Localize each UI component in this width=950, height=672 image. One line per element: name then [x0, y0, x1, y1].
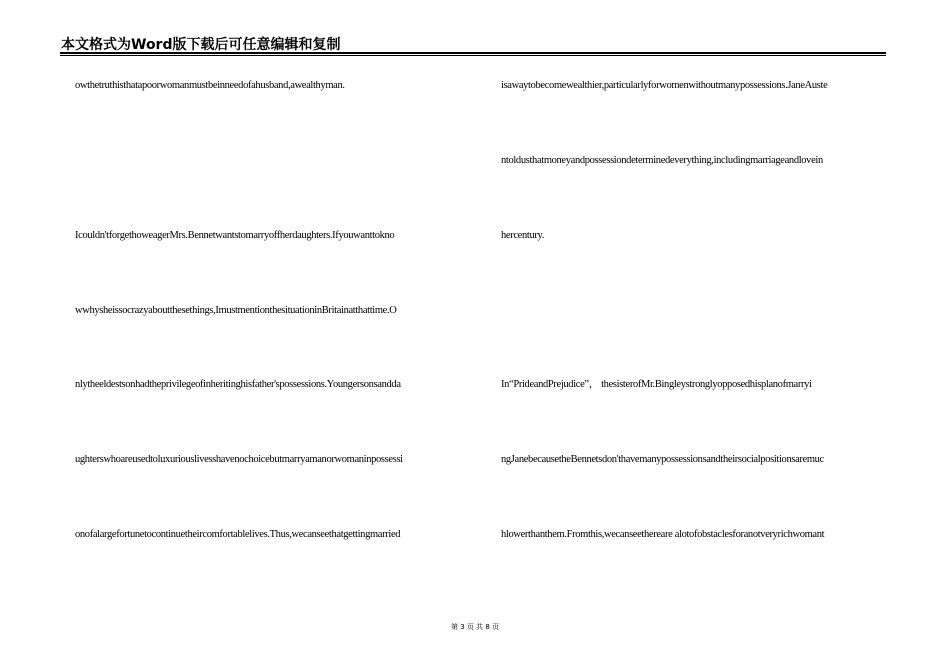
right-text-line-2: ntoldusthatmoneyandpossessiondeterminedeverything,includingmarriageandlovein — [501, 155, 823, 166]
header-divider-thin — [60, 55, 886, 56]
right-text-line-6: hlowerthanthem.Fromthis,wecanseethereare alotofobstaclesforanotveryrichwomant — [501, 529, 825, 540]
left-text-line-4: nlytheeldestsonhadtheprivilegeofinheritinghisfather'spossessions.Youngersonsandda — [75, 379, 401, 390]
right-text-line-3: hercentury. — [501, 230, 544, 241]
document-header-title: 本文格式为Word版下载后可任意编辑和复制 — [61, 37, 341, 53]
header-divider-thick — [60, 52, 886, 54]
left-text-line-3: wwhysheissocrazyaboutthesethings,ImustmentionthesituationinBritainatthattime.O — [75, 305, 397, 316]
left-text-line-1: owthetruthisthatapoorwomanmustbeinneedofahusband,awealthyman. — [75, 80, 345, 91]
right-text-line-1: isawaytobecomewealthier,particularlyforwomenwithoutmanypossessions.JaneAuste — [501, 80, 828, 91]
left-text-line-2: Icouldn'tforgethoweagerMrs.Bennetwantstomarryoffherdaughters.Ifyouwanttokno — [75, 230, 395, 241]
page-number-footer: 第 3 页 共 8 页 — [450, 623, 500, 631]
right-text-line-5: ngJanebecausetheBennetsdon'thavemanypossessionsandtheirsocialpositionsaremuc — [501, 454, 824, 465]
left-text-line-5: ughterswhoareusedtoluxuriouslivesshavenochoicebutmarryamanorwomaninpossessi — [75, 454, 403, 465]
right-text-line-4: In“PrideandPrejudice”， thesisterofMr.Bingleystronglyopposedhisplanofmarryi — [501, 379, 812, 390]
left-text-line-6: onofalargefortunetocontinuetheircomfortablelives.Thus,wecanseethatgettingmarried — [75, 529, 401, 540]
